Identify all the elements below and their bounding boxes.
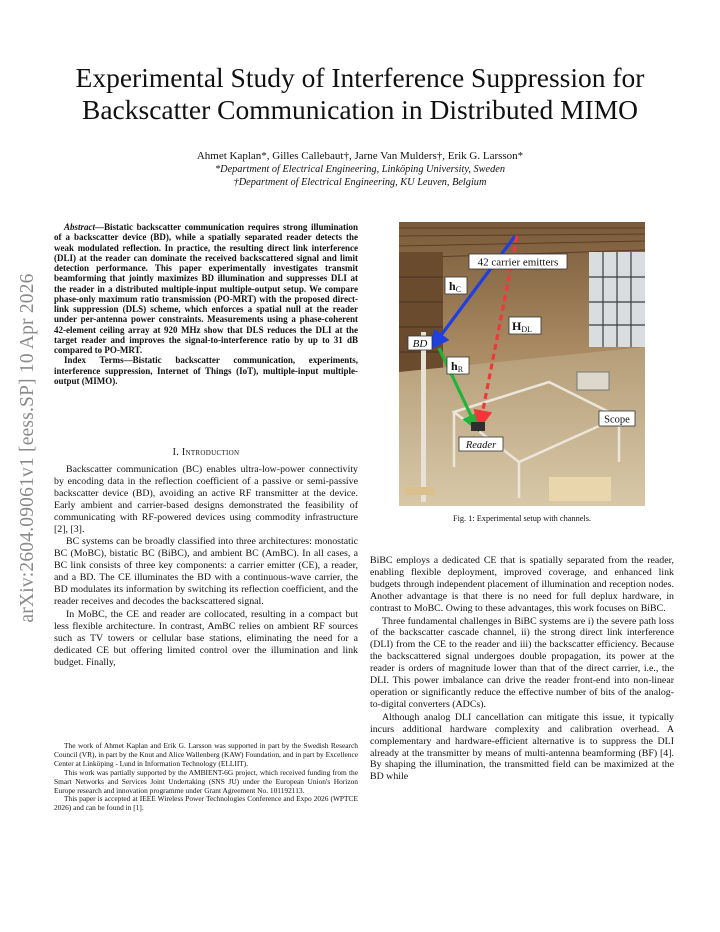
label-hc-box	[445, 277, 467, 294]
windows	[589, 252, 645, 347]
section-heading-introduction: I. Introduction	[172, 447, 240, 458]
intro-paragraph-3: In MoBC, the CE and reader are collocated, resulting in a compact but less flexible architecture. In contrast, AmBC relies on ambient RF sources such as TV towers or cellular base stations, eliminating the need for a dedicated CE but offering limited control over the illumination and link budget. Finally,	[54, 608, 358, 668]
abstract	[54, 222, 358, 386]
label-hr-box	[447, 357, 469, 374]
svg-text:Reader: Reader	[465, 440, 497, 451]
reader-device	[471, 422, 485, 431]
figure-caption: Fig. 1: Experimental setup with channels.	[452, 514, 592, 523]
arxiv-sidebar	[10, 248, 46, 648]
svg-text:BD: BD	[412, 338, 428, 350]
footnote-funding-2: This work was partially supported by the AMBIENT-6G project, which received funding from the Smart Networks and Services Joint Undertaking (SNS JU) under the European Union's Horizon Europe research and innovation programme under Grant Agreement No. 101192113.	[54, 767, 358, 795]
intro-paragraph-2: BC systems can be broadly classified into three architectures: monostatic BC (MoBC), bistatic BC (BiBC), and ambient BC (AmBC). In all cases, a BC link consists of three key components: a carrier emitter (CE), a reader, and a BD. The CE illuminates the BD with a continuous-wave carrier, the BD modulates its information by switching its reflection coefficient, and the reader receives and decodes the backscattered signal.	[54, 536, 358, 607]
paper-title	[40, 62, 680, 126]
abstract-lead: Abstract	[64, 222, 96, 232]
abstract-text: —Bistatic backscatter communication requires strong illumination of a backscatter device (BD), while a spatially separated reader detects the weak modulated reflection. In practice, the resulting direct link interference (DLI) at the reader can dominate the received backscattered signal and limit detection performance. This paper experimentally investigates transmit beamforming that jointly maximizes BD illumination and suppresses DLI at the reader in a distributed multiple-input multiple-output setup. We compare phase-only maximum ratio transmission (PO-MRT) with the proposed direct-link suppression (DLS) scheme, which enforces a spatial null at the reader under per-antenna power constraints. Measurements using a phase-coherent 42-element ceiling array at 920 MHz show that DLS reduces the DLI at the target reader and improves the signal-to-interference ratio by up to 31 dB compared to PO-MRT.	[54, 222, 358, 355]
authors: Ahmet Kaplan*, Gilles Callebaut†, Jarne Van Mulders†, Erik G. Larsson*	[196, 150, 524, 162]
svg-text:hC: hC	[449, 279, 462, 294]
title-line-2: Backscatter Communication in Distributed MIMO	[81, 94, 638, 125]
right-paragraph-1: BiBC employs a dedicated CE that is spatially separated from the reader, enabling flexible deployment, improved coverage, and enhanced link budgets through independent placement of illumination and reception nodes. Another advantage is that there is no need for full deplux hardware, in contrast to MoBC. Owing to these advantages, this work focuses on BiBC.	[370, 555, 674, 614]
label-scope-box	[599, 411, 635, 426]
label-reader-box	[459, 437, 503, 451]
footnote-funding-1: The work of Ahmet Kaplan and Erik G. Larsson was supported in part by the Swedish Research Council (VR), in part by the Knut and Alice Wallenberg (KAW) Foundation, and in part by Excellence Center at Linköping - Lund in Information Technology (ELLIIT).	[54, 741, 358, 768]
svg-text:Scope: Scope	[604, 414, 630, 426]
arxiv-id: arXiv:2604.09061v1 [eess.SP] 10 Apr 2026	[17, 273, 38, 623]
svg-text:hR: hR	[451, 359, 464, 374]
intro-right-column	[370, 555, 674, 784]
table-board	[549, 477, 611, 501]
footnote-conference: This paper is accepted at IEEE Wireless Power Technologies Conference and Expo 2026 (WPTCE 2026) and can be found in [1].	[54, 794, 358, 813]
right-paragraph-3: Although analog DLI cancellation can mitigate this issue, it typically incurs additional hardware complexity and calibration overhead. A complementary and hardware-efficient alternative is to suppress the DLI already at the transmitter by means of multi-antenna beamforming (BF) [4]. By shaping the illumination, the transmitted field can be maximized at the BD while	[370, 711, 674, 783]
svg-text:HDL: HDL	[512, 319, 533, 334]
intro-left-column	[54, 464, 358, 669]
label-bd-box	[408, 336, 432, 350]
intro-paragraph-1: Backscatter communication (BC) enables ultra-low-power connectivity by encoding data in the reflection coefficient of a passive or semi-passive backscatter device (BD), avoiding an active RF transmitter at the device. Early ambient and carrier-based designs demonstrated the feasibility of communicating with RF-powered devices using commodity infrastructure [2], [3].	[54, 464, 358, 535]
title-line-1: Experimental Study of Interference Suppression for	[75, 62, 645, 93]
label-hdl-box	[509, 317, 541, 334]
footnotes	[54, 742, 358, 813]
scope-device	[577, 372, 609, 390]
setup-photo	[399, 222, 645, 506]
affiliation-1: *Department of Electrical Engineering, Linköping University, Sweden	[215, 164, 505, 175]
bd-stand	[421, 332, 426, 502]
affiliation-2: †Department of Electrical Engineering, KU Leuven, Belgium	[233, 177, 487, 188]
right-paragraph-2: Three fundamental challenges in BiBC systems are i) the severe path loss of the backscatter cascade channel, ii) the strong direct link interference (DLI) from the CE to the reader and iii) the backscatter efficiency. Because the backscattered signal undergoes double propagation, its power at the reader is orders of magnitude lower than that of the direct carrier, i.e., the DLI. This power imbalance can drive the reader front-end into non-linear operation or significantly reduce the effective number of bits of the analog-to-digital converters (ADCs).	[370, 615, 674, 710]
figure-experimental-setup	[399, 222, 645, 506]
label-emitters-box	[469, 254, 567, 269]
stand-base	[405, 487, 435, 495]
label-emitters: 42 carrier emitters	[477, 256, 559, 269]
index-terms: Index Terms—Bistatic backscatter communication, experiments, interference suppression, Internet of Things (IoT), multiple-input multiple-output (MIMO).	[54, 355, 358, 386]
